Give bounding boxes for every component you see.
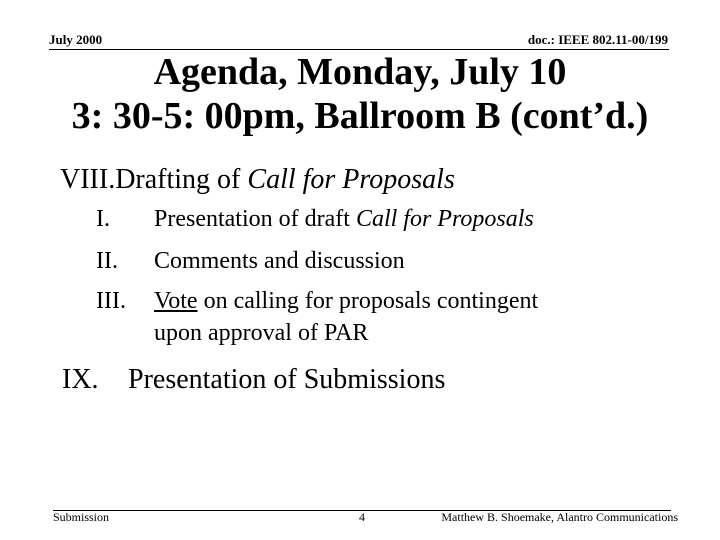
subitem-iii-plain: on calling for proposals contingent <box>197 288 539 314</box>
subitem-iii-underlined: Vote <box>154 288 198 314</box>
agenda-item-ix-label: IX. <box>62 364 99 395</box>
subitem-iii-num: III. <box>96 288 126 314</box>
subitem-i-text <box>154 206 534 233</box>
subitem-ii-num: II. <box>96 248 118 274</box>
footer-page-number: 4 <box>359 510 365 524</box>
agenda-item-viii-label: VIII. <box>60 164 116 195</box>
agenda-item-ix <box>62 364 446 396</box>
agenda-item-viii <box>60 164 455 196</box>
slide-title <box>0 50 720 138</box>
agenda-item-viii-italic: Call for Proposals <box>247 164 455 195</box>
subitem-ii-text: Comments and discussion <box>154 248 405 274</box>
subitem-i-italic: Call for Proposals <box>355 206 534 232</box>
title-line-2: 3: 30-5: 00pm, Ballroom B (cont’d.) <box>71 95 649 137</box>
footer-submission: Submission <box>53 510 110 524</box>
title-line-1: Agenda, Monday, July 10 <box>153 51 567 93</box>
agenda-item-ix-text: Presentation of Submissions <box>128 364 446 395</box>
header-date: July 2000 <box>49 32 103 47</box>
subitem-iii-continuation: upon approval of PAR <box>154 320 369 346</box>
agenda-item-viii-text: Drafting of <box>115 164 248 195</box>
subitem-i-num: I. <box>96 206 110 232</box>
subitem-iii-text <box>154 288 538 315</box>
subitem-i-plain: Presentation of draft <box>154 206 356 232</box>
header-doc-id: doc.: IEEE 802.11-00/199 <box>527 32 668 47</box>
footer-author: Matthew B. Shoemake, Alantro Communications <box>441 510 678 524</box>
